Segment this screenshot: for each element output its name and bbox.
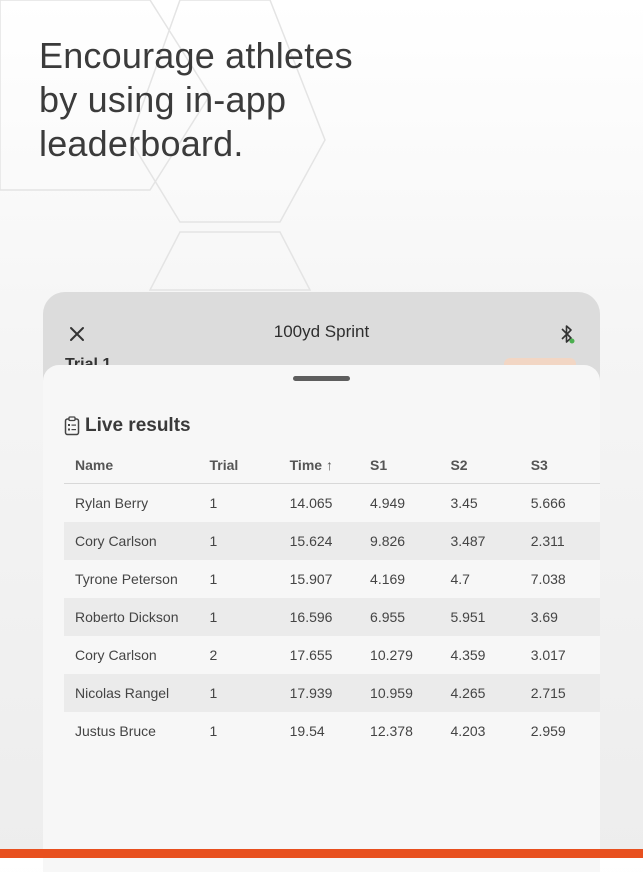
page-title: 100yd Sprint <box>273 322 370 341</box>
column-header-name[interactable]: Name <box>64 447 199 484</box>
cell-time: 16.596 <box>279 598 359 636</box>
table-row[interactable] <box>64 522 600 560</box>
cell-s2: 4.203 <box>450 723 486 739</box>
cell-name: Roberto Dickson <box>64 598 199 636</box>
cell-time: 15.907 <box>289 571 333 587</box>
cell-s3: 2.311 <box>520 522 600 560</box>
headline-line-3: leaderboard. <box>39 123 244 164</box>
cell-s3: 5.666 <box>530 495 566 511</box>
cell-trial: 2 <box>209 647 218 663</box>
live-results-sheet <box>43 365 600 872</box>
cell-s1: 12.378 <box>370 723 413 739</box>
cell-s2: 3.487 <box>439 522 519 560</box>
table-row[interactable] <box>64 712 600 750</box>
cell-name: Cory Carlson <box>64 522 199 560</box>
bluetooth-icon[interactable] <box>558 322 576 346</box>
column-header-s1[interactable]: S1 <box>359 447 439 484</box>
cell-name: Justus Bruce <box>75 723 156 739</box>
cell-name: Tyrone Peterson <box>75 571 178 587</box>
cell-time: 14.065 <box>289 495 333 511</box>
cell-s2: 4.7 <box>450 571 470 587</box>
section-header <box>64 415 191 437</box>
cell-time: 19.54 <box>289 723 325 739</box>
cell-s1: 9.826 <box>359 522 439 560</box>
headline <box>39 34 379 166</box>
headline-line-2: by using in-app <box>39 79 287 120</box>
cell-name: Nicolas Rangel <box>64 674 199 712</box>
cell-s3: 7.038 <box>530 571 566 587</box>
table-header-row <box>64 447 600 484</box>
cell-s2: 4.359 <box>450 647 486 663</box>
headline-line-1: Encourage athletes <box>39 35 353 76</box>
cell-s2: 5.951 <box>439 598 519 636</box>
cell-trial: 1 <box>199 598 279 636</box>
cell-time: 17.655 <box>289 647 333 663</box>
clipboard-icon <box>64 416 80 436</box>
cell-s1: 4.169 <box>370 571 406 587</box>
cell-s3: 3.69 <box>520 598 600 636</box>
column-header-s2[interactable]: S2 <box>439 447 519 484</box>
cell-time: 15.624 <box>279 522 359 560</box>
cell-name: Rylan Berry <box>75 495 149 511</box>
accent-bar <box>0 849 643 858</box>
cell-time: 17.939 <box>279 674 359 712</box>
table-row[interactable] <box>64 484 600 523</box>
cell-trial: 1 <box>209 723 218 739</box>
cell-s3: 2.959 <box>530 723 566 739</box>
cell-trial: 1 <box>199 674 279 712</box>
cell-s1: 10.279 <box>370 647 413 663</box>
top-bar <box>43 292 600 366</box>
table-row[interactable] <box>64 674 600 712</box>
cell-s3: 2.715 <box>520 674 600 712</box>
sheet-drag-handle[interactable] <box>293 376 350 381</box>
cell-trial: 1 <box>209 495 218 511</box>
cell-trial: 1 <box>199 522 279 560</box>
cell-s2: 3.45 <box>450 495 478 511</box>
cell-s2: 4.265 <box>439 674 519 712</box>
table-row[interactable] <box>64 598 600 636</box>
results-table <box>64 447 600 750</box>
cell-s1: 10.959 <box>359 674 439 712</box>
column-header-trial[interactable]: Trial <box>199 447 279 484</box>
cell-name: Cory Carlson <box>75 647 157 663</box>
column-header-time[interactable]: Time ↑ <box>279 447 359 484</box>
column-header-s3[interactable]: S3 <box>520 447 600 484</box>
device-screen <box>43 292 600 872</box>
section-title: Live results <box>85 415 191 436</box>
table-row[interactable] <box>64 636 600 674</box>
cell-s1: 4.949 <box>370 495 406 511</box>
table-row[interactable] <box>64 560 600 598</box>
cell-s3: 3.017 <box>530 647 566 663</box>
cell-s1: 6.955 <box>359 598 439 636</box>
cell-trial: 1 <box>209 571 218 587</box>
